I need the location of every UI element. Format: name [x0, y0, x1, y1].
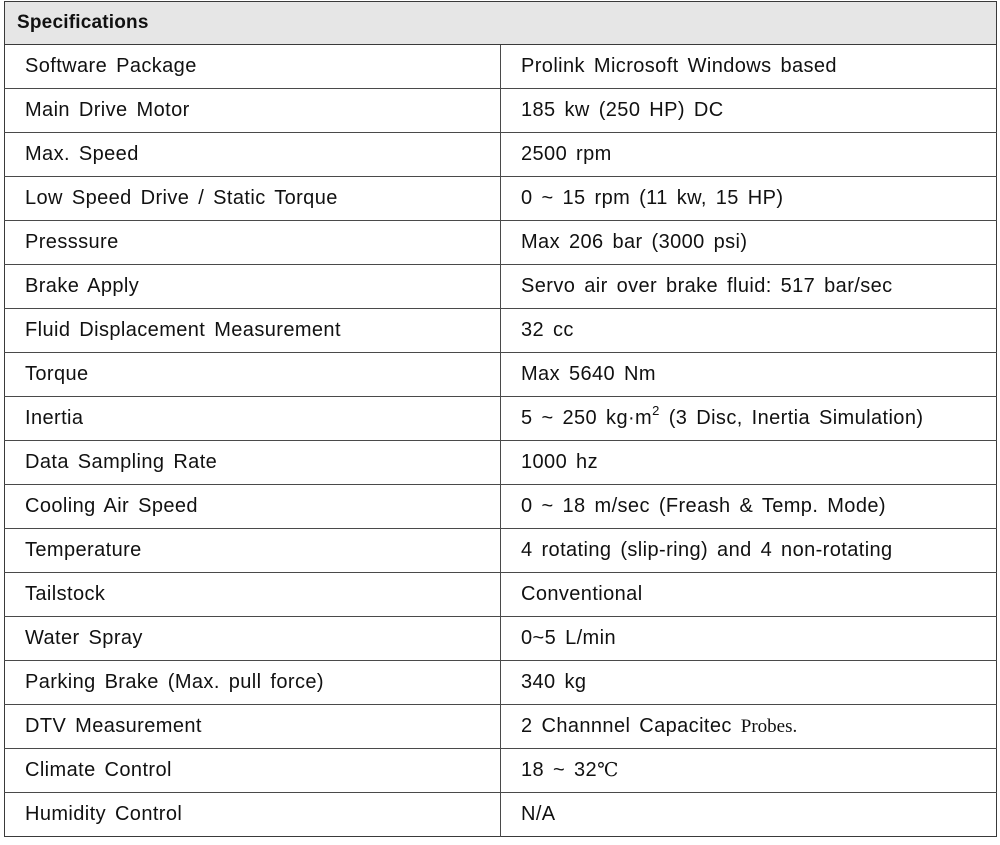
spec-value: Servo air over brake fluid: 517 bar/sec	[501, 265, 997, 309]
spec-label: Fluid Displacement Measurement	[5, 309, 501, 353]
table-row	[5, 661, 997, 705]
spec-label: Torque	[5, 353, 501, 397]
spec-label: Low Speed Drive / Static Torque	[5, 177, 501, 221]
spec-value: 4 rotating (slip-ring) and 4 non-rotating	[501, 529, 997, 573]
spec-label: Climate Control	[5, 749, 501, 793]
table-row	[5, 353, 997, 397]
table-row	[5, 793, 997, 837]
table-row	[5, 705, 997, 749]
spec-label: Brake Apply	[5, 265, 501, 309]
table-row	[5, 89, 997, 133]
spec-value: 0~5 L/min	[501, 617, 997, 661]
spec-label: Software Package	[5, 45, 501, 89]
spec-value-main: 5 ~ 250 kg·m	[521, 407, 653, 429]
spec-value-superscript: 2	[652, 403, 660, 418]
spec-value	[501, 397, 997, 441]
spec-value: 1000 hz	[501, 441, 997, 485]
spec-value: 340 kg	[501, 661, 997, 705]
specifications-table	[4, 1, 997, 837]
spec-label: Temperature	[5, 529, 501, 573]
spec-value: Max 206 bar (3000 psi)	[501, 221, 997, 265]
spec-value: Max 5640 Nm	[501, 353, 997, 397]
table-row	[5, 749, 997, 793]
spec-value-main: 2 Channnel Capacitec	[521, 715, 741, 737]
table-row	[5, 177, 997, 221]
spec-label: Parking Brake (Max. pull force)	[5, 661, 501, 705]
table-row	[5, 221, 997, 265]
table-row	[5, 573, 997, 617]
table-header-row	[5, 2, 997, 45]
spec-value: N/A	[501, 793, 997, 837]
spec-value	[501, 705, 997, 749]
table-row	[5, 441, 997, 485]
spec-label: Humidity Control	[5, 793, 501, 837]
spec-value-serif: Probes.	[740, 716, 798, 737]
table-row	[5, 133, 997, 177]
table-row	[5, 265, 997, 309]
table-row	[5, 485, 997, 529]
spec-value-suffix: (3 Disc, Inertia Simulation)	[659, 407, 924, 429]
spec-value: 0 ~ 15 rpm (11 kw, 15 HP)	[501, 177, 997, 221]
table-row	[5, 45, 997, 89]
table-row	[5, 617, 997, 661]
spec-label: DTV Measurement	[5, 705, 501, 749]
spec-label: Cooling Air Speed	[5, 485, 501, 529]
table-row	[5, 309, 997, 353]
spec-value	[501, 749, 997, 793]
spec-label: Tailstock	[5, 573, 501, 617]
table-title: Specifications	[5, 2, 997, 45]
spec-label: Main Drive Motor	[5, 89, 501, 133]
spec-value: 2500 rpm	[501, 133, 997, 177]
spec-value: 0 ~ 18 m/sec (Freash & Temp. Mode)	[501, 485, 997, 529]
spec-label: Data Sampling Rate	[5, 441, 501, 485]
spec-label: Max. Speed	[5, 133, 501, 177]
spec-value: Prolink Microsoft Windows based	[501, 45, 997, 89]
spec-label: Inertia	[5, 397, 501, 441]
spec-value: Conventional	[501, 573, 997, 617]
table-row	[5, 529, 997, 573]
table-row	[5, 397, 997, 441]
spec-value-main: 18 ~ 32	[521, 759, 598, 781]
celsius-symbol: ℃	[597, 760, 619, 781]
spec-label: Water Spray	[5, 617, 501, 661]
spec-label: Presssure	[5, 221, 501, 265]
spec-value: 185 kw (250 HP) DC	[501, 89, 997, 133]
spec-value: 32 cc	[501, 309, 997, 353]
